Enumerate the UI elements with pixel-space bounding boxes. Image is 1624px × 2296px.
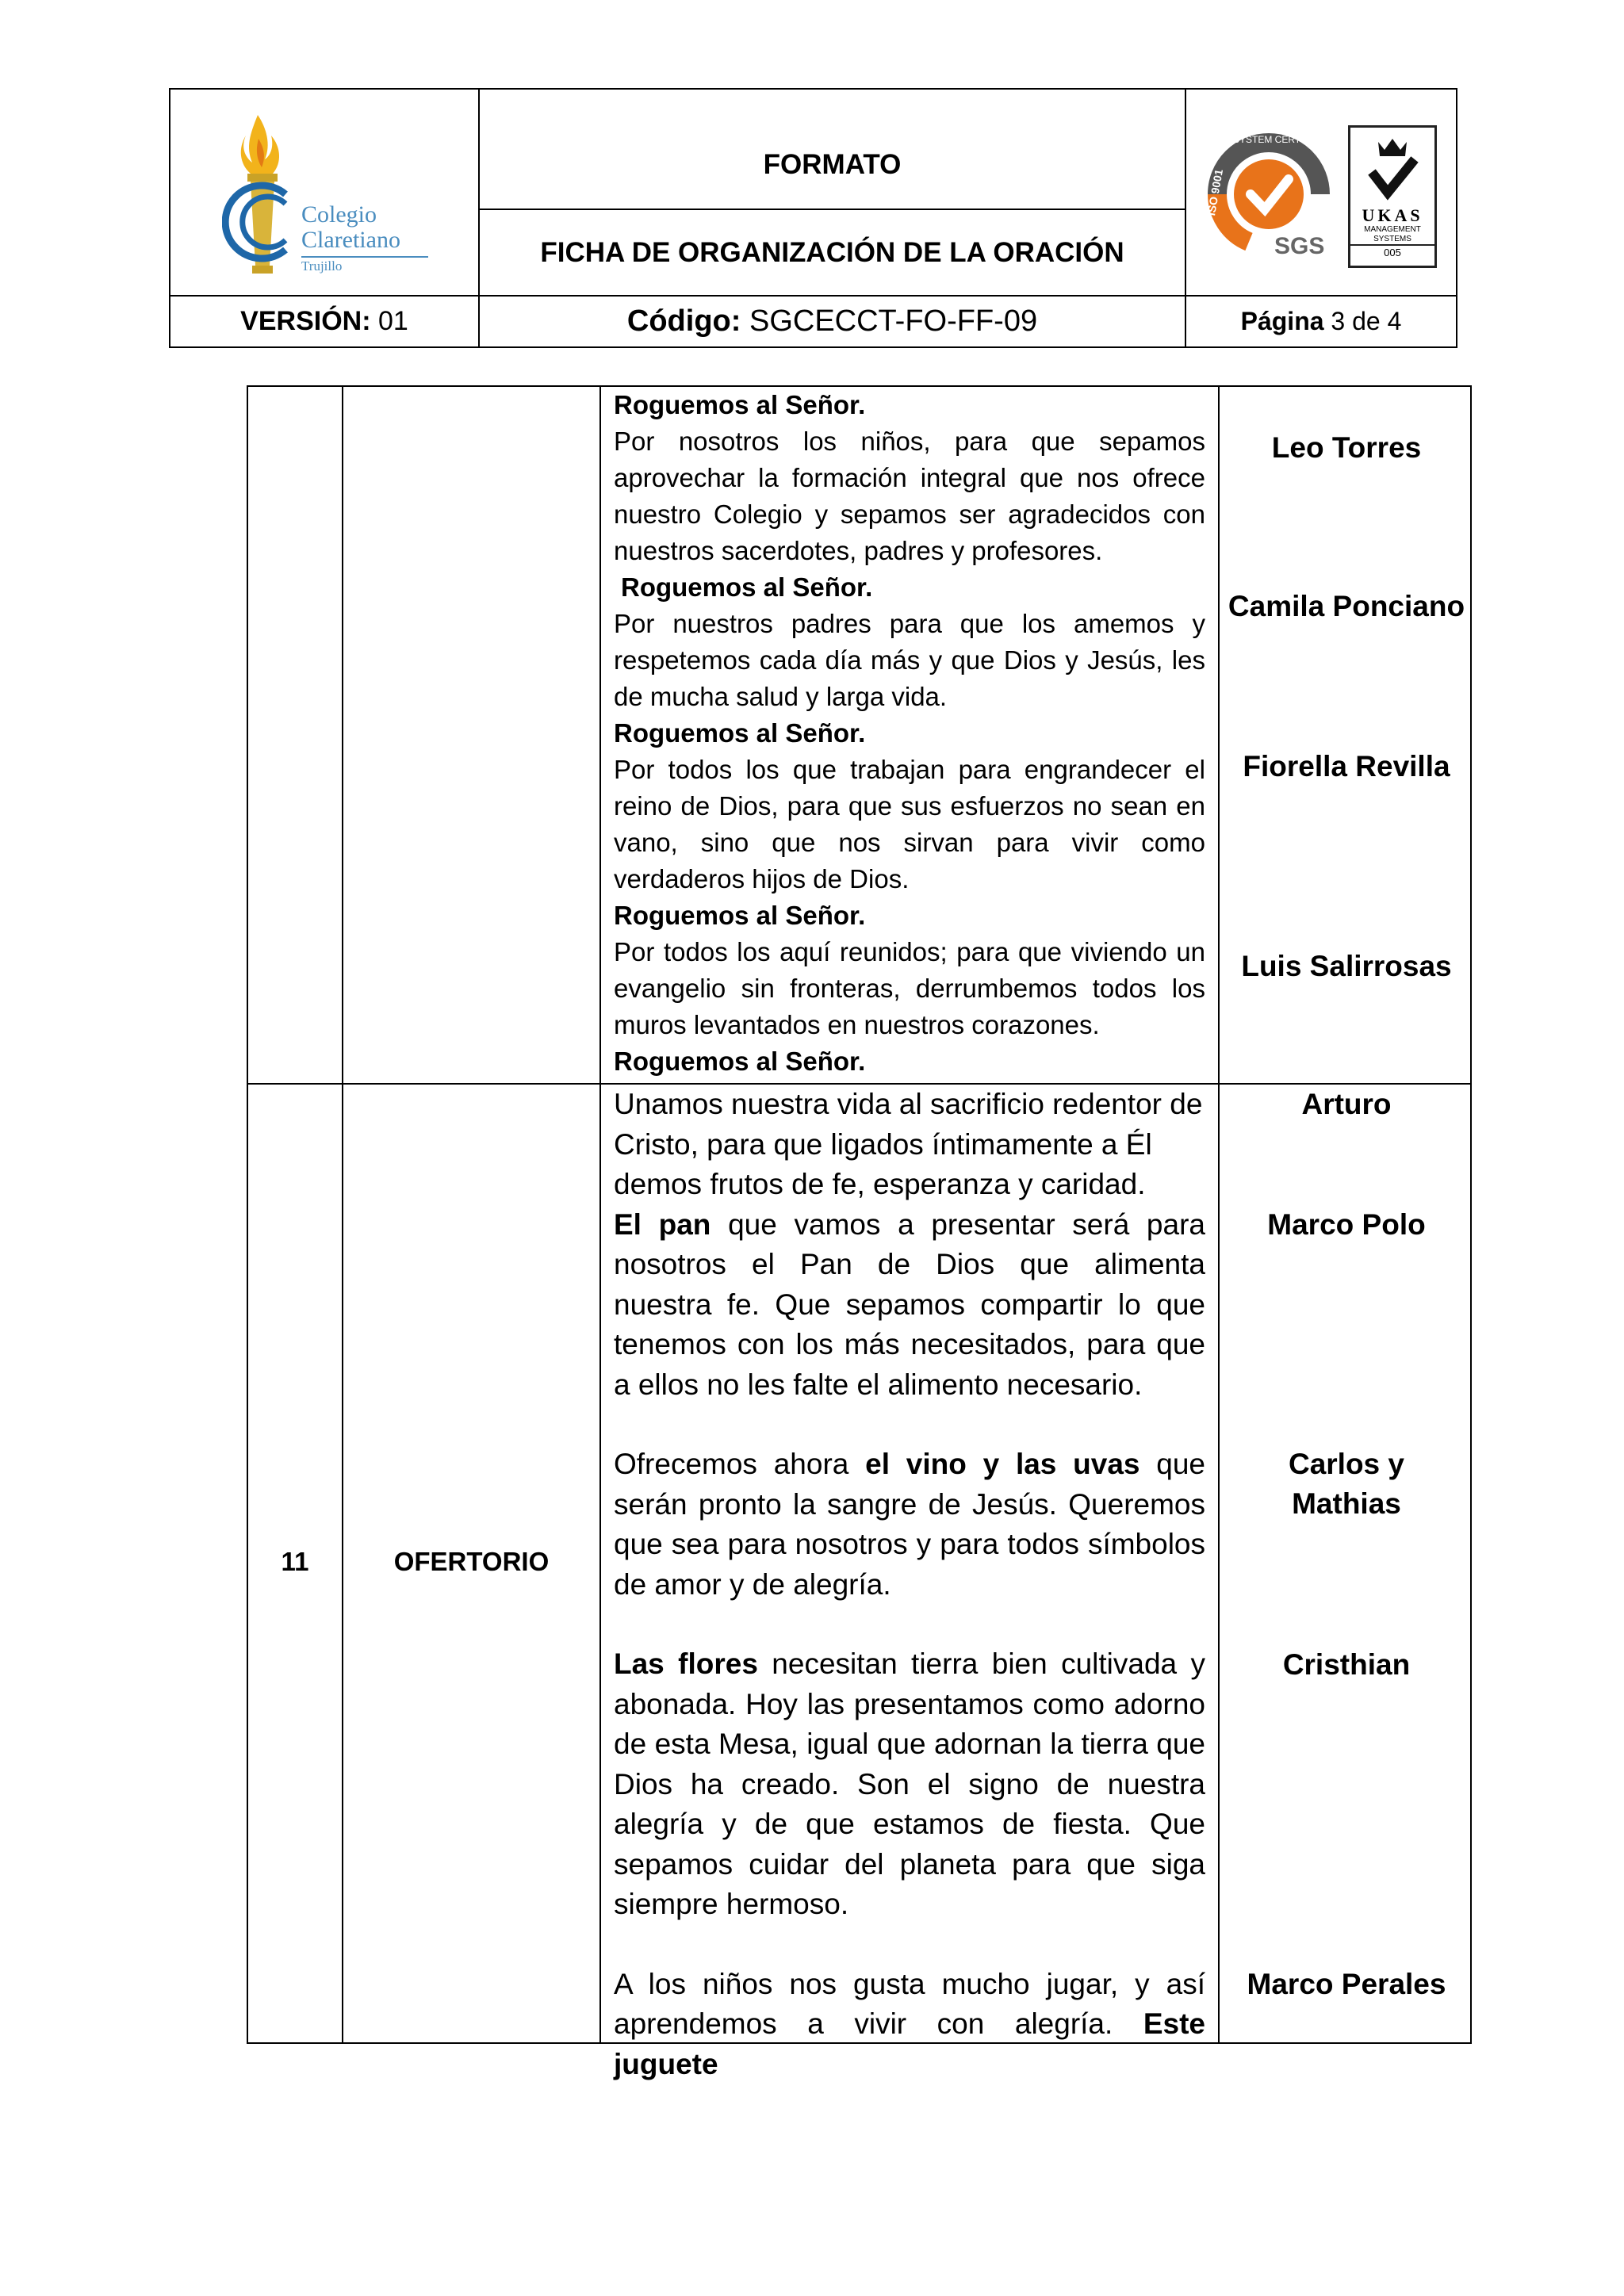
school-logo [222, 107, 444, 281]
prayer-response: Roguemos al Señor. [614, 901, 866, 930]
prayer-2: Por nuestros padres para que los amemos y respetemos cada día más y que Dios y Jesús, les de mucha salud y larga vida. [614, 609, 1205, 711]
prayer-1: Por nosotros los niños, para que sepamos aprovechar la formación integral que nos ofrece nuestro Colegio y sepamos ser agradecidos con nuestros sacerdotes, padres y profesores. [614, 427, 1205, 565]
sgs-iso-badge-icon [1201, 119, 1336, 262]
ofertorio-flores: Las flores necesitan tierra bien cultivada y abonada. Hoy las presentamos como adorno de esta Mesa, igual que adornan la tierra que Dios ha creado. Son el signo de nuestra alegría y de que estamos de fiesta. Que sepamos cuidar del planeta para que siga siempre hermoso. [614, 1647, 1205, 1920]
logo-text: Colegio Claretiano Trujillo [301, 202, 444, 275]
reader-name: Camila Ponciano [1228, 590, 1465, 622]
reader-name: Marco Perales [1247, 1968, 1446, 2000]
reader-name: Cristhian [1282, 1648, 1411, 1681]
doc-type: FORMATO [763, 149, 902, 180]
svg-text:SGS: SGS [1274, 233, 1325, 259]
page-number: Página 3 de 4 [1240, 307, 1402, 335]
prayer-3: Por todos los que trabajan para engrandecer el reino de Dios, para que sus esfuerzos no sean en vano, sino que nos sirvan para vivir como verdaderos hijos de Dios. [614, 755, 1205, 894]
reader-name: Carlos y Mathias [1288, 1448, 1404, 1520]
prayers-cell [614, 387, 1205, 1080]
prayer-response: Roguemos al Señor. [614, 390, 866, 419]
crown-check-icon [1361, 131, 1424, 202]
ofertorio-cell [614, 1085, 1205, 2084]
section-title: OFERTORIO [393, 1547, 550, 1576]
reader-name: Leo Torres [1271, 431, 1422, 464]
prayer-response: Roguemos al Señor. [614, 718, 866, 748]
svg-text:SYSTEM CERTIFICATION: SYSTEM CERTIFICATION [1233, 134, 1336, 145]
reader-name: Luis Salirrosas [1241, 950, 1452, 982]
sgs-iso-certification [1201, 119, 1336, 262]
prayer-response: Roguemos al Señor. [621, 572, 873, 602]
prayer-4: Por todos los aquí reunidos; para que viviendo un evangelio sin fronteras, derrumbemos todos los muros levantados en nuestros corazones. [614, 937, 1205, 1039]
row-number: 11 [281, 1547, 309, 1576]
document-code: Código: SGCECCT-FO-FF-09 [626, 304, 1038, 338]
doc-title: FICHA DE ORGANIZACIÓN DE LA ORACIÓN [540, 236, 1124, 268]
ofertorio-vino: Ofrecemos ahora el vino y las uvas que serán pronto la sangre de Jesús. Queremos que sea para nosotros y para todos símbolos de amor y de alegría. [614, 1448, 1205, 1601]
reader-name: Arturo [1301, 1088, 1392, 1120]
ofertorio-juguete: A los niños nos gusta mucho jugar, y así aprendemos a vivir con alegría. Este juguete [614, 1967, 1205, 2080]
reader-name: Fiorella Revilla [1243, 750, 1450, 783]
version: VERSIÓN: 01 [240, 306, 408, 336]
ofertorio-intro: Unamos nuestra vida al sacrificio redentor de Cristo, para que ligados íntimamente a Él demos frutos de fe, esperanza y caridad. [614, 1088, 1203, 1200]
ukas-certification: UKAS MANAGEMENT SYSTEMS 005 [1348, 125, 1437, 268]
svg-text:ISO 9001: ISO 9001 [1205, 168, 1226, 217]
reader-name: Marco Polo [1267, 1208, 1426, 1241]
torch-logo-icon [222, 107, 309, 281]
ofertorio-pan: El pan que vamos a presentar será para nosotros el Pan de Dios que alimenta nuestra fe. Que sepamos compartir lo que tenemos con los más necesitados, para que a ellos no les falte el alimento necesario. [614, 1207, 1205, 1401]
prayer-response: Roguemos al Señor. [614, 1047, 866, 1076]
